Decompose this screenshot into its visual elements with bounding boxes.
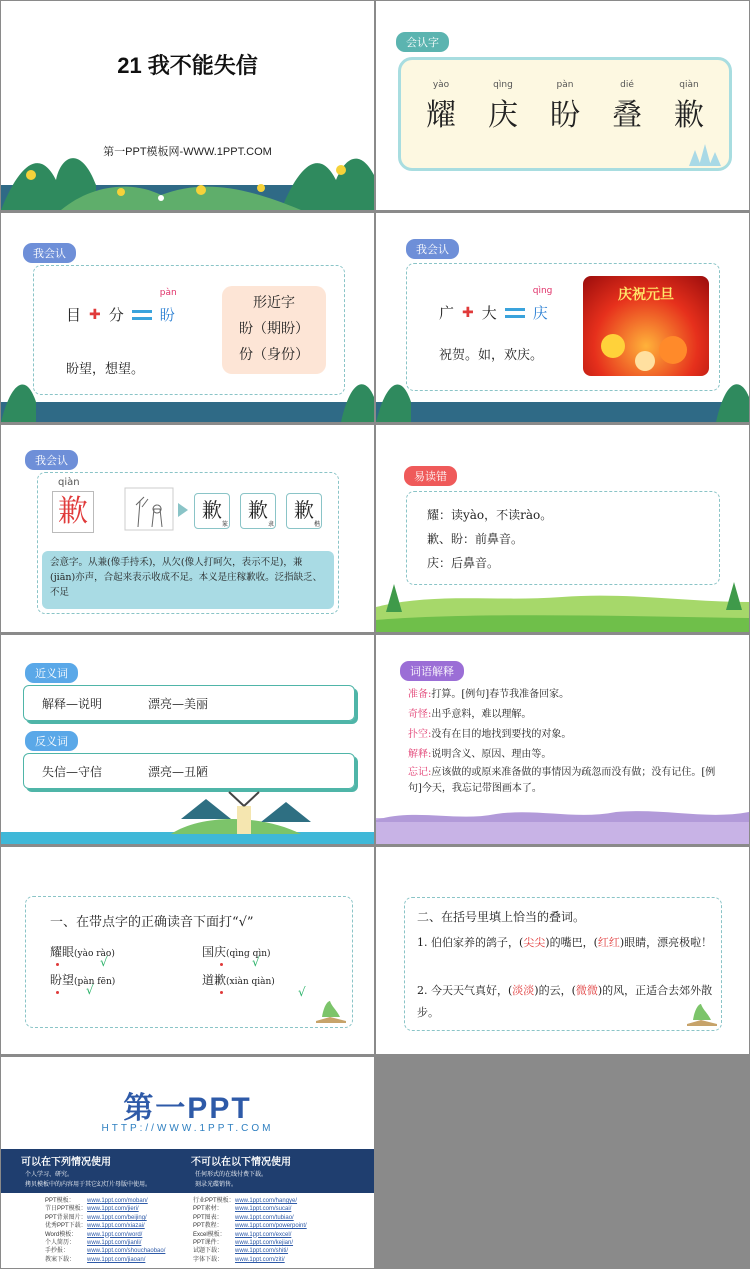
- brand-logo: 第一PPT: [123, 1092, 252, 1125]
- script-form-label: 楷: [313, 521, 320, 528]
- celebration-image-text: 庆祝元旦: [618, 287, 674, 303]
- definition-term: 扑空:: [408, 729, 432, 740]
- usage-banner: [1, 1149, 374, 1193]
- script-form-label: 隶: [267, 521, 274, 528]
- pronunciation-card: [406, 491, 720, 585]
- char-pinyin: qiàn: [679, 80, 699, 90]
- char-pinyin: pàn: [556, 80, 574, 90]
- equals-icon: [132, 310, 152, 320]
- links-left: [45, 1197, 165, 1264]
- result-char: pàn 盼: [159, 288, 177, 324]
- cannot-use-title: 不可以在以下情况使用: [191, 1157, 291, 1168]
- can-use-item: 拷贝模板中的内容用于其它幻灯片母版中使用。: [25, 1182, 152, 1188]
- link-row[interactable]: PPT背景图片：www.1ppt.com/beijing/: [45, 1214, 147, 1221]
- exercise2-q2: 2. 今天天气真好，(淡淡)的云，(微微)的风，正适合去郊外散步。: [417, 984, 713, 1019]
- slide3-tag: 我会认: [23, 243, 76, 263]
- dot-mark: [56, 991, 59, 994]
- open-book-icon: [685, 1000, 719, 1028]
- char-item: [661, 80, 717, 134]
- dot-mark: [56, 963, 59, 966]
- definition-text: 出乎意料，难以理解。: [431, 709, 532, 720]
- exercise-word: 耀眼: [50, 945, 75, 959]
- slide4-tag: 我会认: [406, 239, 459, 259]
- plant-decoration: [1, 140, 374, 210]
- synonym-pair1: 解释—说明: [42, 697, 103, 711]
- definition-item: [408, 765, 718, 797]
- result-char: qìng 庆: [532, 286, 553, 322]
- char-pinyin: qìng: [493, 80, 513, 90]
- link-row[interactable]: 教案下载： www.1ppt.com/jiaoan/: [45, 1256, 146, 1263]
- farmer-illustration: [124, 487, 174, 531]
- char-row: [413, 80, 717, 134]
- can-use-title: 可以在下列情况使用: [21, 1157, 111, 1168]
- slide8-tag: 词语解释: [400, 661, 464, 681]
- empty-grid-cell: [376, 1057, 750, 1269]
- definition-text: 打算。[例句]春节我准备回家。: [431, 689, 570, 700]
- exercise-item: [50, 971, 116, 997]
- script-form-tile: 歉 隶: [240, 493, 276, 529]
- similar-chars-box: [222, 286, 326, 374]
- definition-term: 解释:: [408, 749, 432, 760]
- link-row[interactable]: Word模板： www.1ppt.com/word/: [45, 1231, 143, 1238]
- exercise-word: 道歉: [202, 973, 227, 987]
- lantern-icon: [583, 316, 709, 376]
- antonym-tag: 反义词: [25, 731, 78, 751]
- answer-text: 淡淡: [512, 984, 535, 997]
- char-etymology: 会意字。从兼(像手持禾)，从欠(像人打呵欠，表示不足)，兼(jiān)亦声，合起来表示收成不足。本义是庄稼歉收。泛指缺乏、不足: [42, 551, 334, 609]
- lavender-decoration: [376, 808, 749, 844]
- result-pinyin: pàn: [159, 288, 177, 298]
- script-form-tile: 歉 楷: [286, 493, 322, 529]
- slide-title-subtitle: 第一PPT模板网-WWW.1PPT.COM: [103, 146, 272, 158]
- plus-icon: ✚: [462, 304, 474, 321]
- definition-item: [408, 745, 718, 765]
- exercise1-title: 一、在带点字的正确读音下面打“√”: [50, 915, 254, 930]
- answer-text: 尖尖: [523, 936, 546, 949]
- check-mark-icon: √: [252, 955, 260, 969]
- char-formula: [439, 286, 553, 323]
- plus-icon: ✚: [89, 306, 101, 323]
- similar-title: 形近字: [253, 295, 295, 311]
- windmill-landscape: [1, 784, 374, 844]
- exercise-item: [50, 943, 115, 969]
- celebration-image: [583, 276, 709, 376]
- link-row[interactable]: PPT模板： www.1ppt.com/moban/: [45, 1198, 148, 1204]
- similar-line1: 盼（期盼）: [239, 321, 309, 337]
- link-row[interactable]: PPT素材： www.1ppt.com/sucai/: [193, 1206, 292, 1213]
- dot-mark: [220, 991, 223, 994]
- char-pinyin: qiàn: [58, 477, 80, 488]
- check-mark-icon: √: [100, 955, 108, 969]
- definition-text: 说明含义、原因、理由等。: [431, 749, 552, 760]
- slide-title-heading: 21 我不能失信: [117, 53, 258, 78]
- answer-text: 红红: [597, 936, 620, 949]
- exercise1-card: [25, 896, 353, 1028]
- definition-term: 准备:: [408, 689, 432, 700]
- link-row[interactable]: 字体下载： www.1ppt.com/ziti/: [193, 1256, 285, 1263]
- definition-text: 没有在目的地找到要找的对象。: [431, 729, 572, 740]
- slide5-tag: 我会认: [25, 450, 78, 470]
- meadow-decoration: [376, 572, 749, 632]
- exercise-options: (xiàn qiàn): [226, 977, 275, 987]
- exercise-options: (qìng qìn): [226, 949, 271, 959]
- component-left: 广: [439, 304, 455, 322]
- link-row[interactable]: 行业PPT模板：www.1ppt.com/hangye/: [193, 1198, 298, 1204]
- cannot-use-item: 任何形式的在线付费下载。: [195, 1172, 268, 1178]
- equals-icon: [505, 308, 525, 318]
- slide-title[interactable]: [1, 1, 374, 210]
- link-row[interactable]: PPT教程： www.1ppt.com/powerpoint/: [193, 1223, 307, 1230]
- cannot-use-item: 刻录光碟销售。: [195, 1182, 238, 1188]
- definition-list: [408, 685, 718, 797]
- exercise-item: [202, 971, 306, 999]
- exercise2-title: 二、在括号里填上恰当的叠词。: [417, 910, 586, 924]
- slide2-tag: 会认字: [396, 32, 449, 52]
- char-glyph: 歉: [674, 98, 704, 133]
- char-meaning: 盼望，想望。: [66, 362, 145, 377]
- link-row[interactable]: 个人简历： www.1ppt.com/jianli/: [45, 1240, 142, 1247]
- antonym-pair2: 漂亮—丑陋: [148, 765, 209, 779]
- link-row[interactable]: PPT图表： www.1ppt.com/tubiao/: [193, 1214, 294, 1221]
- exercise-word: 国庆: [202, 945, 227, 959]
- link-row[interactable]: 优秀PPT下载：www.1ppt.com/xiazai/: [45, 1223, 145, 1230]
- definition-term: 忘记:: [408, 767, 432, 778]
- antonym-pair1: 失信—守信: [42, 765, 103, 779]
- exercise-item: [202, 943, 271, 969]
- definition-item: [408, 705, 718, 725]
- mistake-line1: 耀：读yào，不读rào。: [427, 508, 553, 522]
- exercise-options: (pàn fēn): [74, 977, 116, 987]
- script-form-label: 篆: [221, 521, 228, 528]
- synonym-pair2: 漂亮—美丽: [148, 697, 209, 711]
- char-formula: [66, 288, 177, 325]
- slide-word-explanations[interactable]: [376, 635, 749, 844]
- link-row[interactable]: Excel模板： www.1ppt.com/excel/: [193, 1231, 292, 1238]
- char-pinyin: dié: [620, 80, 634, 90]
- char-glyph: 耀: [426, 98, 456, 133]
- exercise2-q1: 1. 伯伯家养的鸽子，(尖尖)的嘴巴，(红红)眼睛，漂亮极啦！: [417, 936, 713, 949]
- char-meaning: 祝贺。如，欢庆。: [439, 348, 544, 363]
- synonym-tag: 近义词: [25, 663, 78, 683]
- answer-text: 微微: [575, 984, 598, 997]
- definition-item: [408, 685, 718, 705]
- slide-1ppt-footer[interactable]: [1, 1057, 374, 1268]
- mistake-line2: 歉、盼：前鼻音。: [427, 532, 524, 546]
- char-card: [37, 472, 339, 614]
- definition-term: 奇怪:: [408, 709, 432, 720]
- char-item: [475, 80, 531, 134]
- char-glyph: 庆: [488, 98, 518, 133]
- similar-line2: 份（身份）: [239, 347, 309, 363]
- mistake-line3: 庆：后鼻音。: [427, 556, 500, 570]
- result-pinyin: qìng: [532, 286, 553, 296]
- dot-mark: [220, 963, 223, 966]
- char-panel: [398, 57, 732, 171]
- slide-char-qing[interactable]: [376, 213, 749, 422]
- char-item: [413, 80, 469, 134]
- arrow-icon: [178, 503, 188, 517]
- brand-url[interactable]: HTTP://WWW.1PPT.COM: [101, 1123, 274, 1134]
- can-use-item: 个人学习、研究。: [25, 1172, 74, 1178]
- link-row[interactable]: PPT课件： www.1ppt.com/kejian/: [193, 1240, 294, 1247]
- exercise2-card: [404, 897, 722, 1031]
- slide-char-pan[interactable]: [1, 213, 374, 422]
- char-card: [33, 265, 345, 395]
- check-mark-icon: √: [86, 983, 94, 997]
- script-forms: [194, 493, 322, 529]
- link-row[interactable]: 节日PPT模板：www.1ppt.com/jieri/: [45, 1206, 139, 1213]
- char-tile: 歉: [52, 491, 94, 533]
- char-item: [537, 80, 593, 134]
- component-left: 目: [66, 306, 82, 324]
- check-mark-icon: √: [298, 985, 306, 999]
- link-row[interactable]: 手抄报： www.1ppt.com/shouchaobao/: [45, 1248, 166, 1255]
- definition-item: [408, 725, 718, 745]
- synonym-box: [23, 685, 355, 721]
- char-glyph: 盼: [550, 98, 580, 133]
- slide-easy-mistakes[interactable]: [376, 425, 749, 632]
- component-right: 大: [481, 304, 497, 322]
- link-row[interactable]: 试题下载： www.1ppt.com/shiti/: [193, 1248, 289, 1255]
- open-book-icon: [314, 997, 348, 1025]
- script-form-tile: 歉 篆: [194, 493, 230, 529]
- links-right: [193, 1197, 307, 1264]
- slide-recognize-chars[interactable]: [376, 1, 749, 210]
- exercise-word: 盼望: [50, 973, 75, 987]
- exercise-options: (yào rào): [74, 949, 115, 959]
- slide-word-pairs[interactable]: [1, 635, 374, 844]
- definition-text: 应该做的或原来准备做的事情因为疏忽而没有做；没有记住。[例句]今天，我忘记带图画本了。: [408, 767, 716, 794]
- slide-exercise2[interactable]: [376, 847, 749, 1054]
- crystal-icon: [685, 142, 721, 166]
- component-right: 分: [108, 306, 124, 324]
- char-card: [406, 263, 720, 391]
- slide-exercise1[interactable]: [1, 847, 374, 1054]
- char-item: [599, 80, 655, 134]
- char-glyph: 叠: [612, 98, 642, 133]
- char-pinyin: yào: [432, 80, 450, 90]
- slide-char-qian[interactable]: [1, 425, 374, 632]
- slide6-tag: 易读错: [404, 466, 457, 486]
